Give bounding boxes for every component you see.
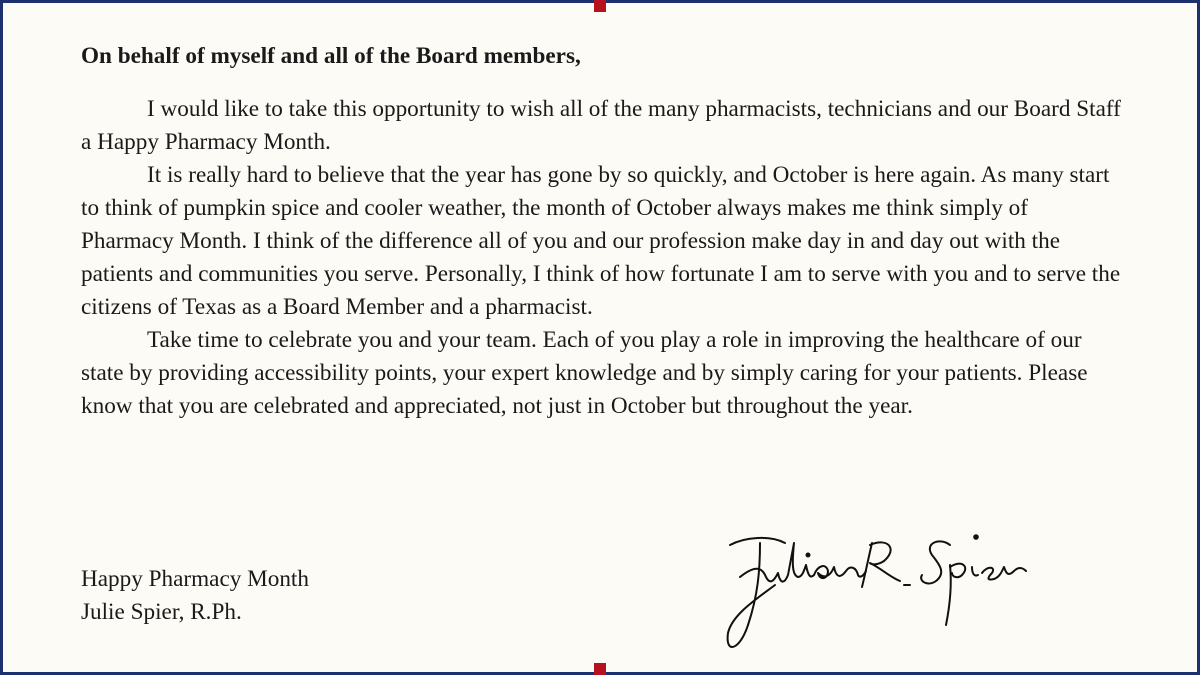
handwritten-signature	[700, 515, 1030, 665]
top-marker	[594, 0, 606, 12]
salutation: On behalf of myself and all of the Board members,	[81, 43, 581, 69]
closing-line: Happy Pharmacy Month	[81, 566, 309, 592]
letter-body	[81, 40, 1121, 423]
paragraph-3: Take time to celebrate you and your team. Each of you play a role in improving the healthcare of our state by providing accessibility points, your expert knowledge and by simply caring for your patients. Please know that you are celebrated and appreciated, not just in October but throughout the year.	[81, 327, 1088, 419]
bottom-marker	[594, 663, 606, 675]
closing-block	[81, 563, 309, 629]
paragraph-1: I would like to take this opportunity to wish all of the many pharmacists, technicians and our Board Staff a Happy Pharmacy Month.	[81, 96, 1121, 155]
paragraph-2: It is really hard to believe that the year has gone by so quickly, and October is here again. As many start to think of pumpkin spice and cooler weather, the month of October always makes me think simply of Pharmacy Month. I think of the difference all of you and our profession make day in and day out with the patients and communities you serve. Personally, I think of how fortunate I am to serve with you and to serve the citizens of Texas as a Board Member and a pharmacist.	[81, 162, 1121, 320]
signer-name: Julie Spier, R.Ph.	[81, 599, 242, 625]
